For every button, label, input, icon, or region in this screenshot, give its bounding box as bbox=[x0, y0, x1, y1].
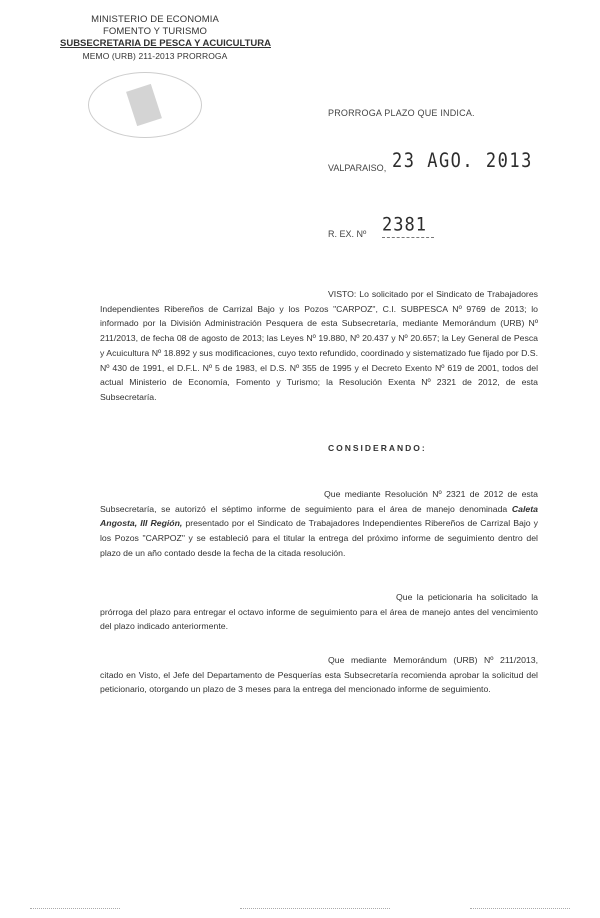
letterhead bbox=[60, 14, 271, 62]
p1-lead: Que mediante Resolución Nº 2321 de 2012 de esta Subsecretaría, se autorizó el séptimo informe de seguimiento para el área de manejo denominada bbox=[100, 489, 538, 514]
document-place: VALPARAISO, bbox=[328, 163, 387, 173]
p2-text: Que la peticionaria ha solicitado la prórroga del plazo para entregar el octavo informe de seguimiento para el área de manejo antes del vencimiento del plazo indicado anteriormente. bbox=[100, 592, 538, 632]
considerando-paragraph-3 bbox=[100, 653, 538, 697]
p1-tail: presentado por el Sindicato de Trabajadores Independientes Ribereños de Carrizal Bajo y los Pozos "CARPOZ" y se estableció para el titular la entrega del próximo informe de seguimiento dentro del plazo de un año contado desde la fecha de la citada resolución. bbox=[100, 518, 538, 558]
official-stamp bbox=[88, 72, 202, 138]
p1-place: Caleta Angosta, III Región, bbox=[100, 503, 538, 529]
resolution-label: R. EX. Nº bbox=[328, 229, 367, 239]
stamp-seal-icon bbox=[126, 84, 162, 126]
resolution-underline bbox=[382, 237, 434, 238]
considerando-paragraph-2 bbox=[100, 590, 538, 634]
document-subject: PRORROGA PLAZO QUE INDICA. bbox=[328, 108, 475, 118]
p3-text: Que mediante Memorándum (URB) Nº 211/2013, citado en Visto, el Jefe del Departamento de Pesquerías esta Subsecretaría recomienda aprobar la solicitud del peticionario, otorgando un plazo de 3 meses para la entrega del mencionado informe de seguimiento. bbox=[100, 655, 538, 695]
ministry-name: MINISTERIO DE ECONOMIA bbox=[91, 14, 219, 25]
subsecretaria-name: SUBSECRETARIA DE PESCA Y ACUICULTURA bbox=[60, 38, 271, 49]
footer-rule-center bbox=[240, 908, 390, 909]
considerando-paragraph-1 bbox=[100, 487, 538, 561]
resolution-number: 2381 bbox=[382, 214, 427, 236]
visto-paragraph bbox=[100, 287, 538, 405]
memo-reference: MEMO (URB) 211-2013 PRORROGA bbox=[82, 51, 228, 61]
document-date: 23 AGO. 2013 bbox=[392, 149, 533, 173]
footer-rule-right bbox=[470, 908, 570, 909]
visto-text: Lo solicitado por el Sindicato de Trabajadores Independientes Ribereños de Carrizal Bajo y los Pozos "CARPOZ", C.I. SUBPESCA Nº 9769 de 2013; lo informado por la División Administración Pesquera de esta Subsecretaría, mediante Memorándum (URB) Nº 211/2013, de fecha 08 de agosto de 2013; las Leyes Nº 19.880, Nº 20.437 y Nº 20.657; la Ley General de Pesca y Acuicultura Nº 18.892 y sus modificaciones, cuyo texto refundido, coordinado y sistematizado fue fijado por D.S. Nº 430 de 1991, el D.F.L. Nº 5 de 1983, el D.S. Nº 355 de 1995 y el Decreto Exento Nº 619 de 2001, todos del actual Ministerio de Economía, Fomento y Turismo; la Resolución Exenta Nº 2321 de 2012, de esta Subsecretaría. bbox=[100, 289, 538, 402]
ministry-name-2: FOMENTO Y TURISMO bbox=[103, 26, 207, 37]
visto-label: VISTO: bbox=[328, 289, 357, 299]
footer-rule-left bbox=[30, 908, 120, 909]
considerando-heading: CONSIDERANDO: bbox=[328, 443, 427, 453]
